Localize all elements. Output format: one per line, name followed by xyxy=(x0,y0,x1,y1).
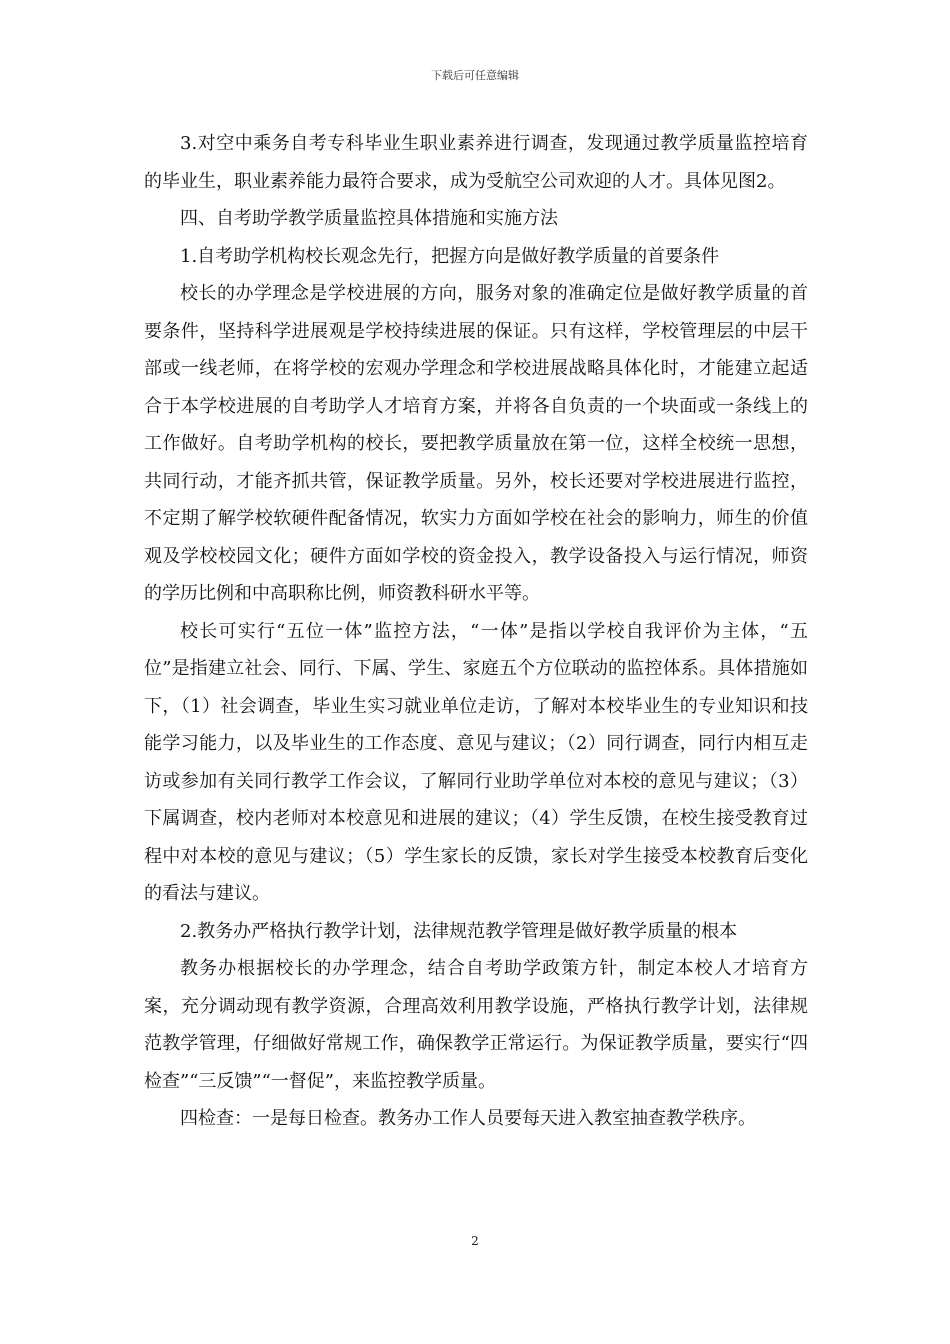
section-heading-four: 四、自考助学教学质量监控具体措施和实施方法 xyxy=(180,208,558,229)
document-body xyxy=(144,125,808,1138)
paragraph-academic-office: 教务办根据校长的办学理念，结合自考助学政策方针，制定本校人才培育方案，充分调动现有教学资源，合理高效利用教学设施，严格执行教学计划，法律规范教学管理，仔细做好常规工作，确保教学正常运行。为保证教学质量，要实行“四检查”“三反馈”“一督促”，来监控教学质量。 xyxy=(144,958,808,1092)
page-header: 下载后可任意编辑 xyxy=(431,69,519,82)
subheading-principal: 1.自考助学机构校长观念先行，把握方向是做好教学质量的首要条件 xyxy=(180,245,720,267)
subheading-academic-office: 2.教务办严格执行教学计划，法律规范教学管理是做好教学质量的根本 xyxy=(180,920,738,942)
paragraph-five-in-one: 校长可实行“五位一体”监控方法，“一体”是指以学校自我评价为主体，“五位”是指建立社会、同行、下属、学生、家庭五个方位联动的监控体系。具体措施如下，（1）社会调查，毕业生实习就业单位走访，了解对本校毕业生的专业知识和技能学习能力，以及毕业生的工作态度、意见与建议；（2）同行调查，同行内相互走访或参加有关同行教学工作会议，了解同行业助学单位对本校的意见与建议；（3）下属调查，校内老师对本校意见和进展的建议；（4）学生反馈，在校生接受教育过程中对本校的意见与建议；（5）学生家长的反馈，家长对学生接受本校教育后变化的看法与建议。 xyxy=(144,620,808,904)
paragraph-four-checks: 四检查：一是每日检查。教务办工作人员要每天进入教室抽查教学秩序。 xyxy=(180,1108,756,1129)
paragraph-survey-result: 3.对空中乘务自考专科毕业生职业素养进行调查，发现通过教学质量监控培育的毕业生，职业素养能力最符合要求，成为受航空公司欢迎的人才。具体见图2。 xyxy=(144,133,808,192)
page-number: 2 xyxy=(471,1234,479,1248)
paragraph-principal-philosophy: 校长的办学理念是学校进展的方向，服务对象的准确定位是做好教学质量的首要条件，坚持科学进展观是学校持续进展的保证。只有这样，学校管理层的中层干部或一线老师，在将学校的宏观办学理念和学校进展战略具体化时，才能建立起适合于本学校进展的自考助学人才培育方案，并将各自负责的一个块面或一条线上的工作做好。自考助学机构的校长，要把教学质量放在第一位，这样全校统一思想，共同行动，才能齐抓共管，保证教学质量。另外，校长还要对学校进展进行监控，不定期了解学校软硬件配备情况，软实力方面如学校在社会的影响力，师生的价值观及学校校园文化；硬件方面如学校的资金投入，教学设备投入与运行情况，师资的学历比例和中高职称比例，师资教科研水平等。 xyxy=(144,283,808,604)
